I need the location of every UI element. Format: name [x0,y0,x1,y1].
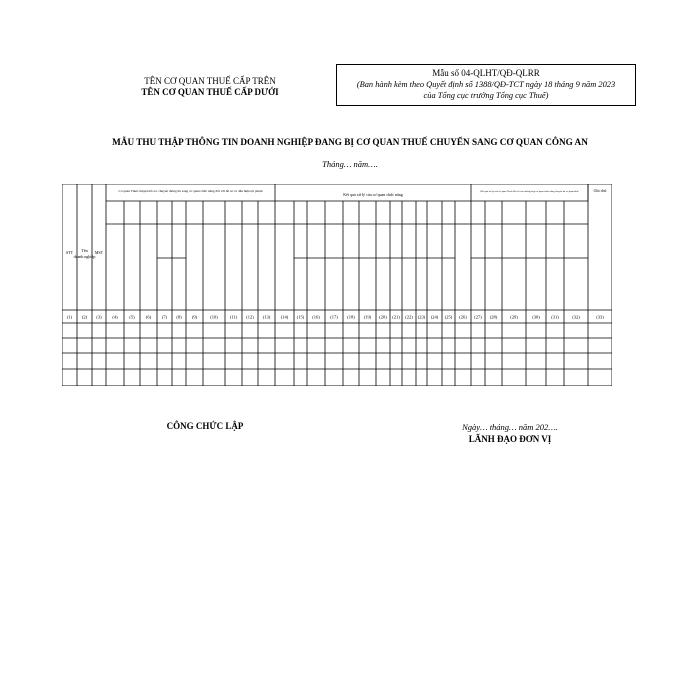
column-number-6: (6) [145,314,152,320]
column-number-24: (24) [430,314,439,320]
document-title: MẪU THU THẬP THÔNG TIN DOANH NGHIỆP ĐANG BỊ CƠ QUAN THUẾ CHUYỂN SANG CƠ QUAN CÔNG AN [112,137,588,147]
column-number-26: (26) [459,314,467,320]
group-b-header: Kết quả xử lý của cơ quan chức năng [343,192,403,197]
col-notes-header: Ghi chú [593,188,607,193]
column-number-9: (9) [191,314,198,320]
column-number-5: (5) [129,314,135,320]
column-number-12: (12) [246,314,254,320]
column-number-1: (1) [66,314,73,320]
column-number-3: (3) [96,314,102,320]
column-number-15: (15) [296,314,305,320]
column-number-22: (22) [405,314,413,320]
column-number-29: (29) [510,314,518,320]
column-number-32: (32) [572,314,580,320]
approval-block [420,421,600,445]
form-number: Mẫu số 04-QLHT/QĐ-QLRR [432,68,540,78]
column-number-2: (2) [81,314,88,320]
col-mst-header: MST [94,250,104,255]
table-grid [62,184,612,386]
agency-header [110,76,310,98]
column-number-13: (13) [262,314,271,320]
column-number-33: (33) [596,314,604,320]
column-number-31: (31) [551,314,559,320]
column-number-7: (7) [161,314,168,320]
column-number-17: (17) [330,314,338,320]
data-table [62,184,612,386]
column-number-16: (16) [312,314,320,320]
column-number-4: (4) [112,314,118,320]
column-number-18: (18) [347,314,355,320]
agency-upper: TÊN CƠ QUAN THUẾ CẤP TRÊN [144,76,276,86]
column-number-27: (27) [474,314,482,320]
reporting-period: Tháng… năm…. [322,159,378,169]
group-c-header: Kết quả xử lý của cơ quan Thuế đối với các trường hợp cơ quan chức năng chuyển lại cơ quan thuế [480,190,579,193]
col-name-header: Tên [81,248,88,253]
form-info-box [336,64,636,106]
column-number-21: (21) [392,314,400,320]
column-number-10: (10) [210,314,218,320]
agency-lower: TÊN CƠ QUAN THUẾ CẤP DƯỚI [141,87,279,97]
column-number-14: (14) [280,314,289,320]
issued-line-1: (Ban hành kèm theo Quyết định số 1388/QĐ-TCT ngày 18 tháng 9 năm 2023 [356,80,616,89]
column-number-11: (11) [229,314,238,320]
column-number-19: (19) [363,314,372,320]
column-number-20: (20) [379,314,387,320]
column-number-28: (28) [489,314,498,320]
column-number-25: (25) [444,314,453,320]
column-number-23: (23) [417,314,426,320]
approver: LÃNH ĐẠO ĐƠN VỊ [468,434,552,444]
group-a-header: Cơ quan Thuế chuyển hồ sơ, chuyển thông tin sang cơ quan chức năng đối với hồ sơ có dấu hiệu tội phạm [118,189,263,193]
col-stt-header: STT [65,250,74,255]
column-number-30: (30) [532,314,540,320]
sign-date: Ngày… tháng… năm 202…. [462,422,558,432]
column-number-8: (8) [176,314,182,320]
prepared-by: CÔNG CHỨC LẬP [166,421,244,431]
col-name-header-2: doanh nghiệp [73,254,96,259]
issued-line-2: của Tổng cục trưởng Tổng cục Thuế) [423,91,549,100]
